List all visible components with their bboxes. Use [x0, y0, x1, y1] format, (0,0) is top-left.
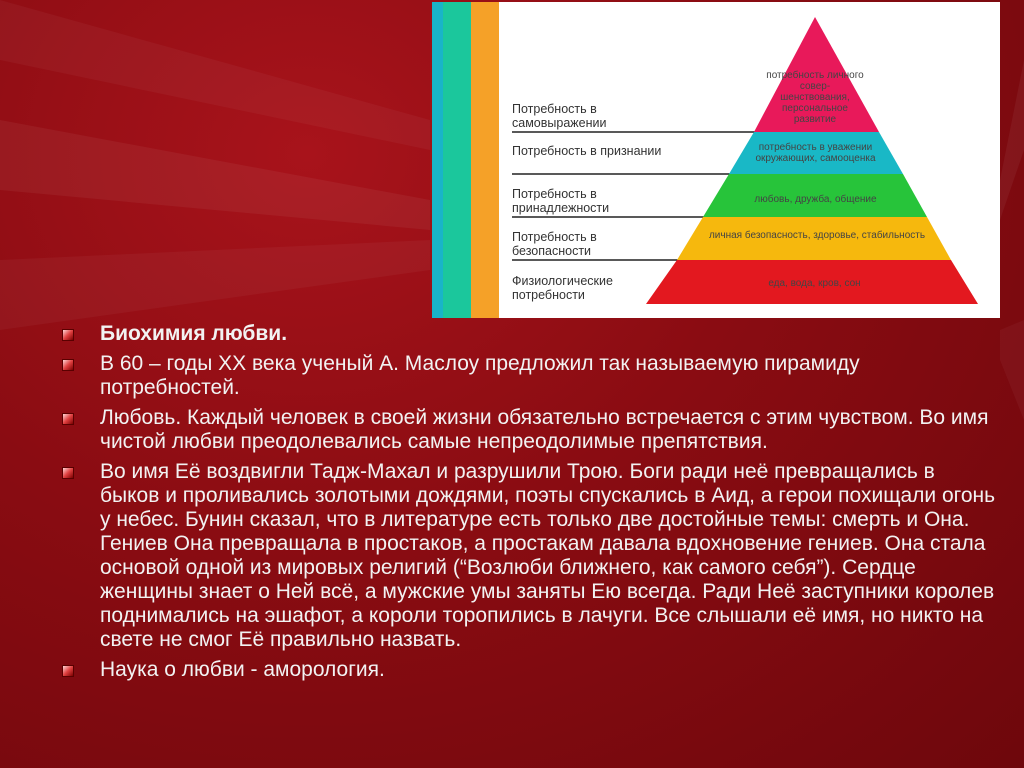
level-label-3: Потребность в принадлежности — [512, 187, 610, 215]
bullet-text: Биохимия любви. — [100, 322, 288, 345]
bullet-item — [58, 406, 998, 454]
bullet-item — [58, 352, 998, 400]
bullet-text: Во имя Её воздвигли Тадж-Махал и разрушили Трою. Боги ради неё превращались в быков и проливались золотыми дождями, поэты спускались в Аид, а герои похищали огонь у небес. Бунин сказал, что в литературе есть только две достойные темы: смерть и Она. Гениев Она превращала в простаков, а простакам давала вдохновение гениев. Она стала основой одной из мировых религий (“Возлюби ближнего, как самого себя”). Сердце женщины знает о Ней всё, а мужские умы заняты Ею всегда. Ради Неё заступники королев поднимались на эшафот, а короли торопились в лачуги. Все слышали её имя, но никто на свете не смог Её правильно назвать. — [100, 460, 996, 651]
pyramid-graphic — [432, 2, 1000, 318]
bullet-list — [58, 322, 998, 688]
pyramid-text-1: потребность личного совер- шенствования, персональное развитие — [766, 70, 864, 125]
level-label-5: Физиологические потребности — [512, 274, 613, 302]
bullet-text: Наука о любви - аморология. — [100, 658, 385, 681]
level-label-1: Потребность в самовыражении — [512, 102, 607, 130]
pyramid-text-4: личная безопасность, здоровье, стабильность — [708, 230, 926, 241]
bullet-text: В 60 – годы XX века ученый А. Маслоу предложил так называемую пирамиду потребностей. — [100, 352, 860, 399]
bullet-text: Любовь. Каждый человек в своей жизни обязательно встречается с этим чувством. Во имя чистой любви преодолевались самые непреодолимые препятствия. — [100, 406, 989, 453]
pyramid-text-5: еда, вода, кров, сон — [768, 278, 861, 289]
maslow-pyramid-figure — [432, 2, 1000, 318]
bullet-item — [58, 658, 998, 682]
bullet-item — [58, 460, 998, 652]
bullet-marker-icon — [62, 467, 74, 479]
bullet-marker-icon — [62, 413, 74, 425]
pyramid-text-3: любовь, дружба, общение — [754, 194, 877, 205]
bullet-item-title — [58, 322, 998, 346]
bullet-marker-icon — [62, 329, 74, 341]
bullet-marker-icon — [62, 359, 74, 371]
level-label-2: Потребность в признании — [512, 144, 662, 158]
pyramid-text-2: потребность в уважении окружающих, самооценка — [755, 142, 876, 164]
bullet-marker-icon — [62, 665, 74, 677]
level-label-4: Потребность в безопасности — [512, 230, 597, 258]
